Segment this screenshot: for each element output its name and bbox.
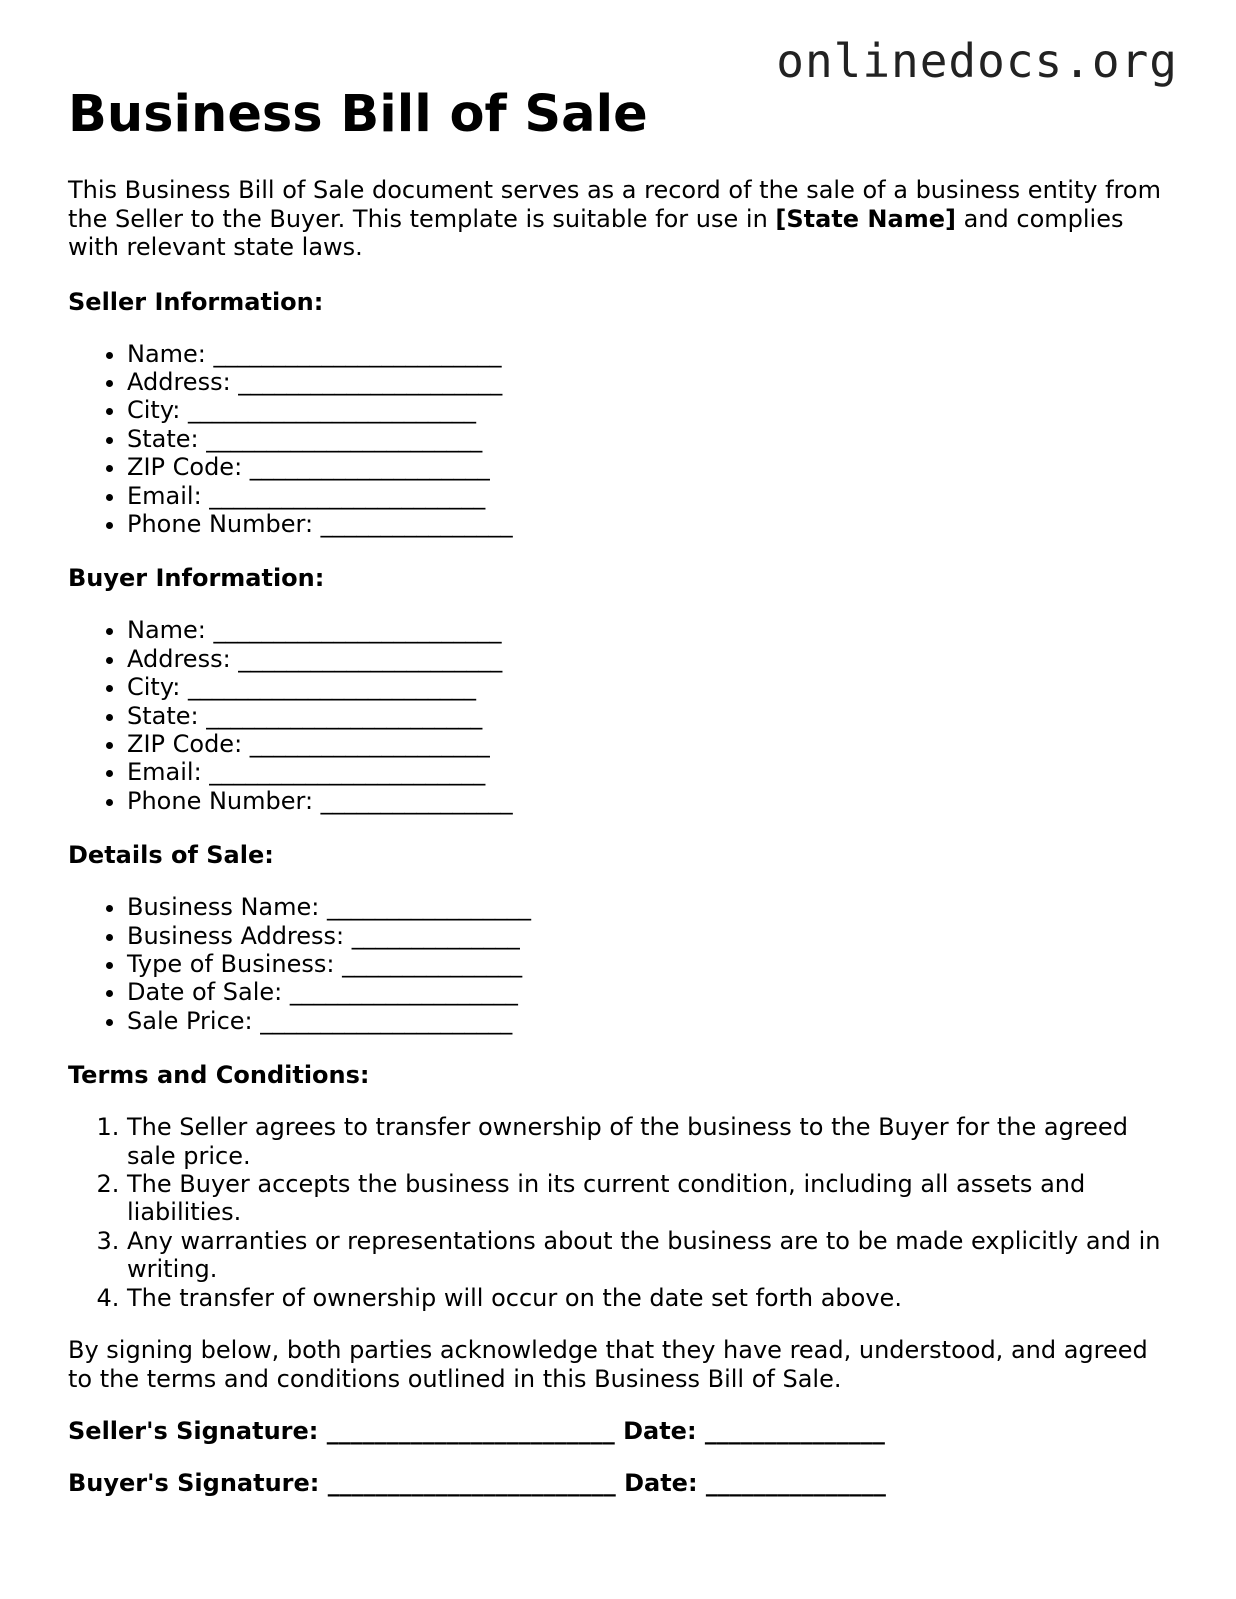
- seller-name-field[interactable]: • Name: ________________________: [127, 340, 1178, 368]
- term-item: 3. Any warranties or representations about the business are to be made explicitly and in writing.: [127, 1227, 1178, 1284]
- seller-section-heading: Seller Information:: [68, 287, 324, 316]
- details-list: [68, 893, 1178, 1035]
- seller-state-field[interactable]: • State: _______________________: [127, 425, 1178, 453]
- business-type-field[interactable]: • Type of Business: _______________: [127, 950, 1178, 978]
- watermark-text: onlinedocs.org: [776, 34, 1178, 88]
- intro-text-before: This Business Bill of Sale document serves as a record of the sale of a business entity from the Seller to the Buyer. This template is suitable for use in: [68, 176, 1161, 233]
- seller-email-field[interactable]: • Email: _______________________: [127, 482, 1178, 510]
- seller-signature-line[interactable]: Seller's Signature: ________________________ Date: _______________: [68, 1417, 885, 1446]
- term-item: 2. The Buyer accepts the business in its current condition, including all assets and liabilities.: [127, 1170, 1178, 1227]
- buyer-city-field[interactable]: • City: ________________________: [127, 673, 1178, 701]
- buyer-info-list: [68, 616, 1178, 815]
- buyer-address-field[interactable]: • Address: ______________________: [127, 645, 1178, 673]
- intro-text-after: and complies with relevant state laws.: [68, 204, 1124, 261]
- state-name-placeholder: [State Name]: [775, 204, 956, 233]
- seller-city-field[interactable]: • City: ________________________: [127, 396, 1178, 424]
- seller-address-field[interactable]: • Address: ______________________: [127, 368, 1178, 396]
- term-item: 1. The Seller agrees to transfer ownership of the business to the Buyer for the agreed sale price.: [127, 1113, 1178, 1170]
- closing-paragraph: By signing below, both parties acknowledge that they have read, understood, and agreed to the terms and conditions outlined in this Business Bill of Sale.: [68, 1336, 1148, 1393]
- terms-list: [68, 1113, 1178, 1312]
- buyer-zip-field[interactable]: • ZIP Code: ____________________: [127, 730, 1178, 758]
- term-item: 4. The transfer of ownership will occur on the date set forth above.: [127, 1284, 1178, 1312]
- buyer-section-heading: Buyer Information:: [68, 564, 325, 593]
- terms-section-heading: Terms and Conditions:: [68, 1061, 370, 1090]
- buyer-signature-line[interactable]: Buyer's Signature: ________________________ Date: _______________: [68, 1469, 886, 1498]
- business-name-field[interactable]: • Business Name: _________________: [127, 893, 1178, 921]
- seller-zip-field[interactable]: • ZIP Code: ____________________: [127, 453, 1178, 481]
- business-address-field[interactable]: • Business Address: ______________: [127, 922, 1178, 950]
- seller-phone-field[interactable]: • Phone Number: ________________: [127, 510, 1178, 538]
- sale-price-field[interactable]: • Sale Price: _____________________: [127, 1007, 1178, 1035]
- buyer-state-field[interactable]: • State: _______________________: [127, 702, 1178, 730]
- buyer-name-field[interactable]: • Name: ________________________: [127, 616, 1178, 644]
- buyer-email-field[interactable]: • Email: _______________________: [127, 758, 1178, 786]
- sale-date-field[interactable]: • Date of Sale: ___________________: [127, 978, 1178, 1006]
- page-title: Business Bill of Sale: [68, 85, 648, 144]
- seller-info-list: [68, 340, 1178, 539]
- intro-paragraph: [68, 176, 1178, 262]
- document-page: [68, 86, 1178, 1497]
- buyer-phone-field[interactable]: • Phone Number: ________________: [127, 787, 1178, 815]
- details-section-heading: Details of Sale:: [68, 841, 274, 870]
